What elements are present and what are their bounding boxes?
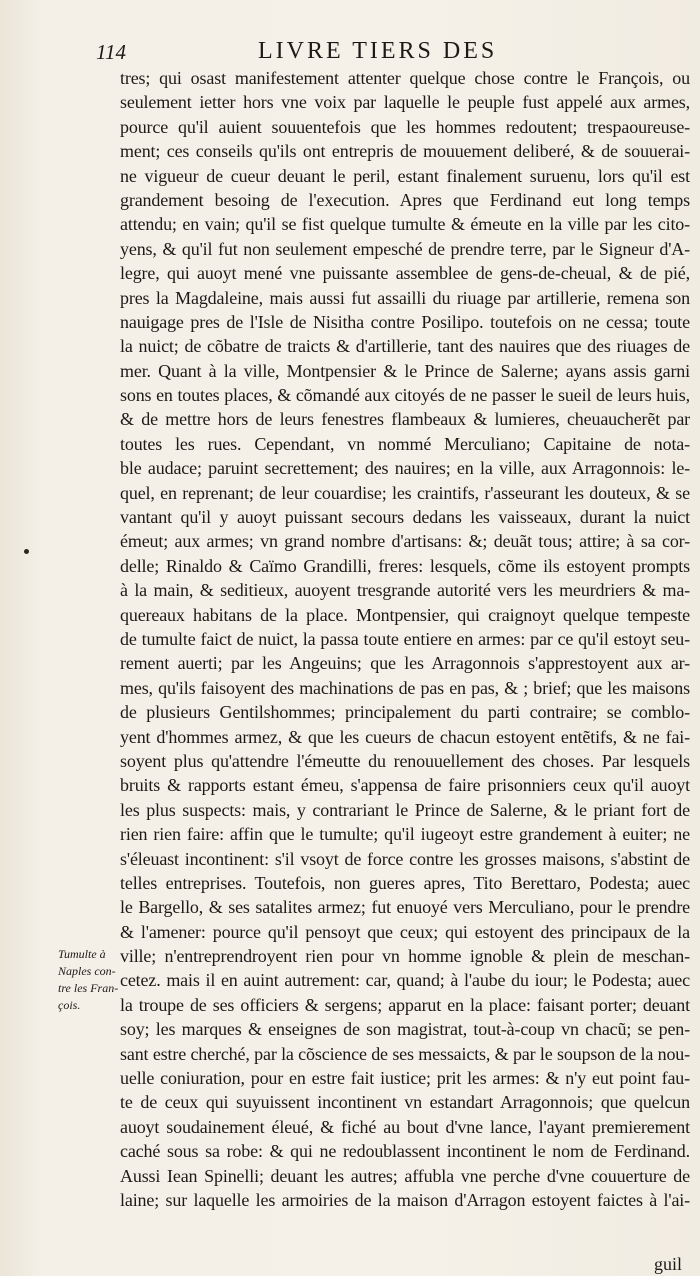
text-line: sant estre cherché, par la cõscience de ses messaicts, & par le soupson de la nou- <box>120 1043 690 1064</box>
margin-note <box>58 946 120 1014</box>
ink-mark <box>24 549 29 554</box>
catchword: guil <box>654 1254 683 1274</box>
text-line: rement auerti; par les Angeuins; que les Arragonnois s'apprestoyent aux ar- <box>120 653 690 674</box>
text-line: mes, qu'ils faisoyent des machinations de pas en pas, & ; brief; que les maisons <box>120 677 690 698</box>
text-line: laine; sur laquelle les armoiries de la maison d'Arragon estoyent faictes à l'ai- <box>120 1189 690 1210</box>
text-line: quel, en reprenant; de leur couardise; les craintifs, r'asseurant les douteux, & se <box>120 482 690 503</box>
text-line: yent d'hommes armez, & que les cueurs de chacun estoyent entẽtifs, & ne fai- <box>120 726 690 747</box>
page-header <box>0 38 700 68</box>
text-line: mer. Quant à la ville, Montpensier & le Prince de Salerne; ayans assis garni <box>120 360 690 381</box>
text-line: la troupe de ses officiers & sergens; apparut en la place: faisant porter; deuant <box>120 994 690 1015</box>
text-line: de plusieurs Gentilshommes; principalement du parti contraire; se comblo- <box>120 702 690 723</box>
text-line: émeut; aux armes; vn grand nombre d'artisans: &; deuãt tous; attire; à sa cor- <box>120 531 690 552</box>
margin-note-line: çois. <box>58 998 81 1012</box>
text-line: bruits & rapports estant émeu, s'appensa de faire prisonniers ceux qu'il auoyt <box>120 775 690 796</box>
text-line: pres la Magdaleine, mais aussi fut assailli du riuage par artillerie, remena son <box>120 287 690 308</box>
text-line: ne vigueur de cueur deuant le peril, estant finalement suruenu, lors qu'il est <box>120 165 690 186</box>
text-line: pource qu'il auient souuentefois que les hommes redoutent; trespaoureuse- <box>120 116 690 137</box>
text-line: toutes les rues. Cependant, vn nommé Merculiano; Capitaine de nota- <box>120 433 690 454</box>
page-number: 114 <box>96 40 126 64</box>
margin-note-line: Tumulte à <box>58 947 106 961</box>
text-line: Aussi Iean Spinelli; deuant les autres; affubla vne perche d'vne couuerture de <box>120 1165 690 1186</box>
running-title: LIVRE TIERS DES <box>258 38 498 64</box>
text-line: delle; Rinaldo & Caïmo Grandilli, freres: lesquels, cõme ils estoyent prompts <box>120 555 690 576</box>
text-line: seulement ietter hors vne voix par laquelle le peuple fust appelé aux armes, <box>120 92 690 113</box>
text-line: te de ceux qui suyuissent incontinent vn estandart Arragonnois; que quelcun <box>120 1092 690 1113</box>
margin-note-line: tre les Fran- <box>58 981 119 995</box>
text-line: & de mettre hors de leurs fenestres flambeaux & lumieres, cheuaucherẽt par <box>120 409 690 430</box>
text-line: ville; n'entreprendroyent rien pour vn homme ignoble & plein de meschan- <box>120 946 690 967</box>
text-line: grandement besoing de l'execution. Apres que Ferdinand eut long temps <box>120 189 690 210</box>
text-line: de tumulte faict de nuict, la passa toute entiere en armes: par ce qu'il estoyt seu- <box>120 628 690 649</box>
text-line: yens, & qu'il fut non seulement empesché de prendre terre, par le Signeur d'A- <box>120 238 690 259</box>
text-line: à la main, & seditieux, auoyent tresgrande autorité vers les meurdriers & ma- <box>120 580 690 601</box>
text-line: soy; les marques & enseignes de son magistrat, tout-à-coup vn chacũ; se pen- <box>120 1019 690 1040</box>
text-line: & l'amener: pource qu'il pensoyt que ceux; qui estoyent des principaux de la <box>120 921 690 942</box>
text-line: attendu; en vain; qu'il se fist quelque tumulte & émeute en la ville par les cito- <box>120 214 690 235</box>
text-line: s'éleuast incontinent: s'il vsoyt de force contre les grosses maisons, s'abstint de <box>120 848 690 869</box>
text-line: sons en toutes places, & cõmandé aux citoyés de ne passer le sueil de leurs huis, <box>120 385 690 406</box>
text-line: cetez. mais il en auint autrement: car, quand; à l'aube du iour; le Podesta; auec <box>120 970 690 991</box>
text-line: ment; ces conseils qu'ils ont entrepris de mouuement deliberé, & de souuerai- <box>120 141 690 162</box>
text-line: tres; qui osast manifestement attenter quelque chose contre le François, ou <box>120 68 690 88</box>
text-line: rien rien faire: affin que le tumulte; qu'il iugeoyt estre grandement à euiter; ne <box>120 824 690 845</box>
text-line: telles entreprises. Toutefois, non gueres apres, Tito Berettaro, Podesta; auec <box>120 872 690 893</box>
text-line: quereaux habitans de la place. Montpensier, qui craignoyt quelque tempeste <box>120 604 690 625</box>
text-line: nauigage pres de l'Isle de Nisitha contre Posilipo. toutefois on ne cessa; toute <box>120 311 690 332</box>
text-line: les plus suspects: mais, y contrariant le Prince de Salerne, & le priant fort de <box>120 799 690 820</box>
text-line: caché sous sa robe: & qui ne redoublassent incontinent le nom de Ferdinand. <box>120 1141 690 1162</box>
text-line: ble audace; paruint secrettement; des nauires; en la ville, aux Arragonnois: le- <box>120 458 690 479</box>
text-line: le Bargello, & ses satalites armez; fut enuoyé vers Merculiano, pour le prendre <box>120 897 690 918</box>
body-text <box>120 66 690 1212</box>
text-line: vantant qu'il y auoyt puissant secours dedans les vaisseaux, durant la nuict <box>120 507 690 528</box>
text-line: soyent plus qu'attendre l'émeutte du renouuellement des choses. Par lesquels <box>120 750 690 771</box>
text-line: uelle coniuration, pour en estre fait iustice; prit les armes: & n'y eut point fau- <box>120 1068 690 1089</box>
text-line: auoyt soudainement éleué, & fiché au bout d'vne lance, l'ayant premierement <box>120 1116 690 1137</box>
text-line: la nuict; de cõbatre de traicts & d'artillerie, tant des nauires que des riuages de <box>120 336 690 357</box>
text-line: legre, qui auoyt mené vne puissante assemblee de gens-de-cheual, & de pié, <box>120 263 690 284</box>
margin-note-line: Naples con- <box>58 964 116 978</box>
